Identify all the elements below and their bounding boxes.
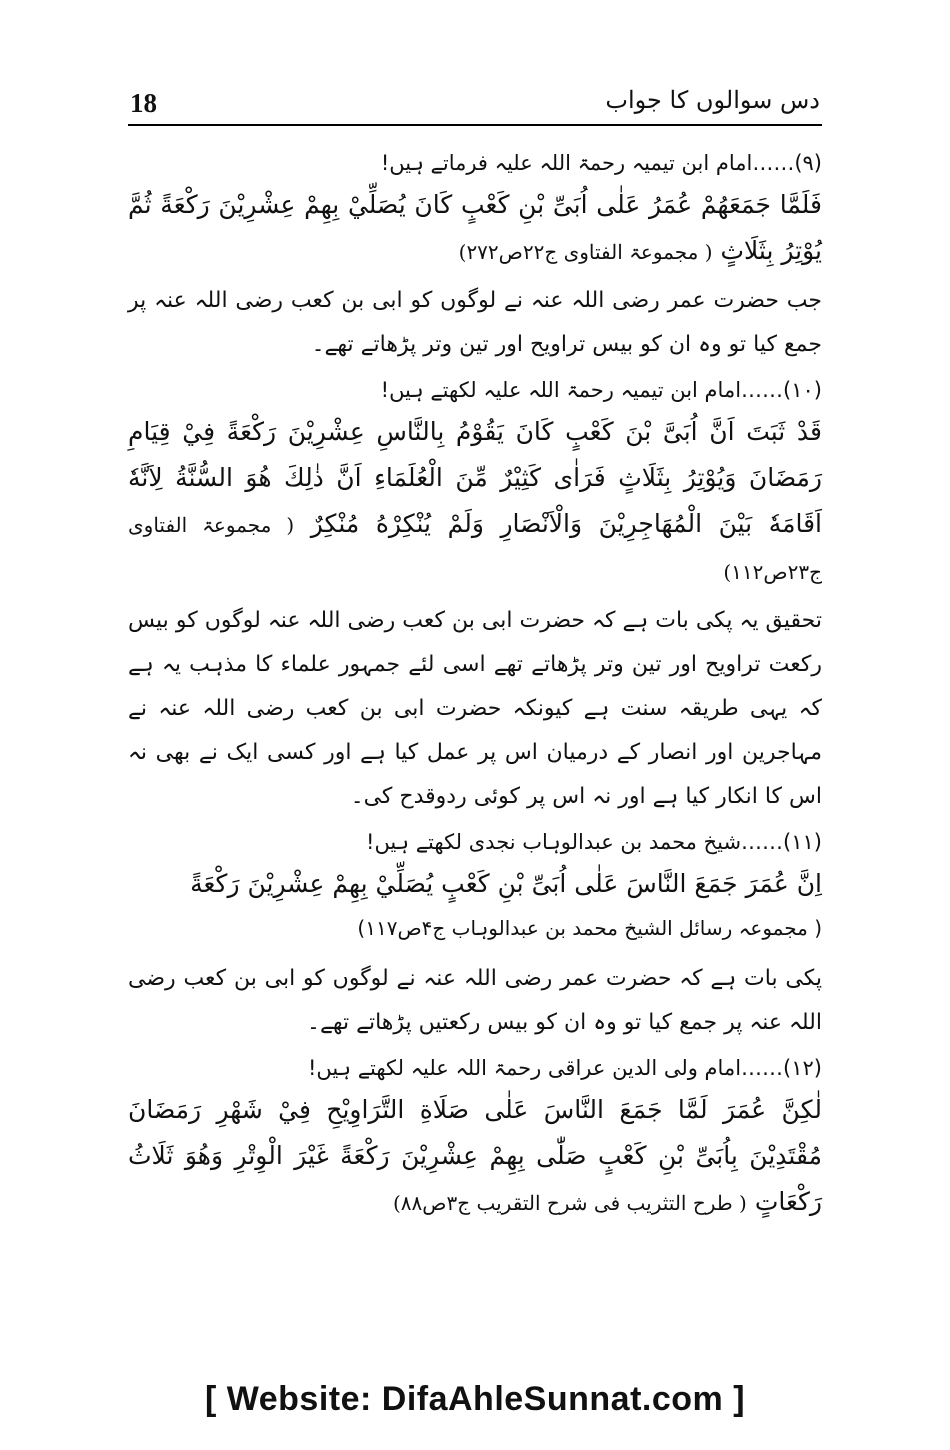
arabic-quote (128, 409, 822, 595)
arabic-text: فَلَمَّا جَمَعَهُمْ عُمَرُ عَلٰی اُبَیِّ بْنِ كَعْبٍ كَانَ يُصَلِّيْ بِهِمْ عِشْرِيْنَ رَكْعَةً ثُمَّ يُوْتِرُ بِثَلَاثٍ (128, 190, 822, 265)
urdu-translation: پکی بات ہے کہ حضرت عمر رضی اللہ عنہ نے لوگوں کو ابی بن کعب رضی اللہ عنہ پر جمع کیا تو وہ ان کو بیس رکعتیں پڑھاتے تھے۔ (128, 966, 822, 1035)
section-11 (128, 825, 822, 1045)
reference: ( مجموعۃ الفتاوی ج۲۳ص۱۱۲) (128, 513, 822, 584)
reference: ( مجموعہ رسائل الشیخ محمد بن عبدالوہاب ج۴ص۱۱۷) (357, 916, 822, 940)
header-rule (128, 124, 822, 126)
arabic-text: قَدْ ثَبَتَ اَنَّ اُبَیَّ بْنَ كَعْبٍ كَانَ يَقُوْمُ بِالنَّاسِ عِشْرِيْنَ رَكْعَةً فِيْ قِيَامِ رَمَضَانَ وَيُوْتِرُ بِثَلَاثٍ فَرَاٰی كَثِيْرٌ مِّنَ الْعُلَمَاءِ اَنَّ ذٰلِكَ هُوَ السُّنَّةُ لِاَنَّهٗ اَقَامَهٗ بَيْنَ الْمُهَاجِرِيْنَ وَالْاَنْصَارِ وَلَمْ يُنْكِرْهُ مُنْكِرٌ (128, 417, 822, 538)
section-12 (128, 1051, 822, 1226)
arabic-quote: اِنَّ عُمَرَ جَمَعَ النَّاسَ عَلٰی اُبَیِّ بْنِ كَعْبٍ يُصَلِّيْ بِهِمْ عِشْرِيْنَ رَكْعَةً (190, 869, 822, 898)
running-title: دس سوالوں کا جواب (605, 86, 820, 114)
arabic-quote (128, 1087, 822, 1226)
reference: ( طرح التثریب فی شرح التقریب ج۳ص۸۸) (392, 1191, 747, 1215)
urdu-translation: جب حضرت عمر رضی اللہ عنہ نے لوگوں کو ابی بن کعب رضی اللہ عنہ پر جمع کیا تو وہ ان کو بیس تراویح اور تین وتر پڑھاتے تھے۔ (128, 288, 822, 357)
website-footer: [ Website: DifaAhleSunnat.com ] (204, 1380, 746, 1418)
section-heading: (۹)……امام ابن تیمیہ رحمۃ اللہ علیہ فرماتے ہیں! (380, 151, 822, 175)
section-heading: (۱۰)……امام ابن تیمیہ رحمۃ اللہ علیہ لکھتے ہیں! (380, 378, 822, 402)
section-10 (128, 373, 822, 819)
reference: ( مجموعۃ الفتاوی ج۲۲ص۲۷۲) (458, 240, 713, 264)
page-content (128, 140, 822, 1230)
arabic-quote (128, 182, 822, 275)
section-heading: (۱۲)……امام ولی الدین عراقی رحمۃ اللہ علیہ لکھتے ہیں! (307, 1056, 822, 1080)
page-number: 18 (130, 88, 157, 118)
arabic-text: لٰكِنَّ عُمَرَ لَمَّا جَمَعَ النَّاسَ عَلٰی صَلَاةِ التَّرَاوِيْحِ فِيْ شَهْرِ رَمَضَانَ مُقْتَدِيْنَ بِاُبَیِّ بْنِ كَعْبٍ صَلّٰی بِهِمْ عِشْرِيْنَ رَكْعَةً غَيْرَ الْوِتْرِ وَهُوَ ثَلَاثُ رَكْعَاتٍ (128, 1095, 822, 1216)
section-9 (128, 146, 822, 367)
section-heading: (۱۱)……شیخ محمد بن عبدالوہاب نجدی لکھتے ہیں! (366, 830, 822, 854)
urdu-translation: تحقیق یہ پکی بات ہے کہ حضرت ابی بن کعب رضی اللہ عنہ لوگوں کو بیس رکعت تراویح اور تین وتر پڑھاتے تھے اسی لئے جمہور علماء کا مذہب یہ ہے کہ یہی طریقہ سنت ہے کیونکہ حضرت ابی بن کعب رضی اللہ عنہ نے مہاجرین اور انصار کے درمیان اس پر عمل کیا ہے اور کسی ایک نے بھی نہ اس کا انکار کیا ہے اور نہ اس پر کوئی ردوقدح کی۔ (128, 608, 822, 809)
